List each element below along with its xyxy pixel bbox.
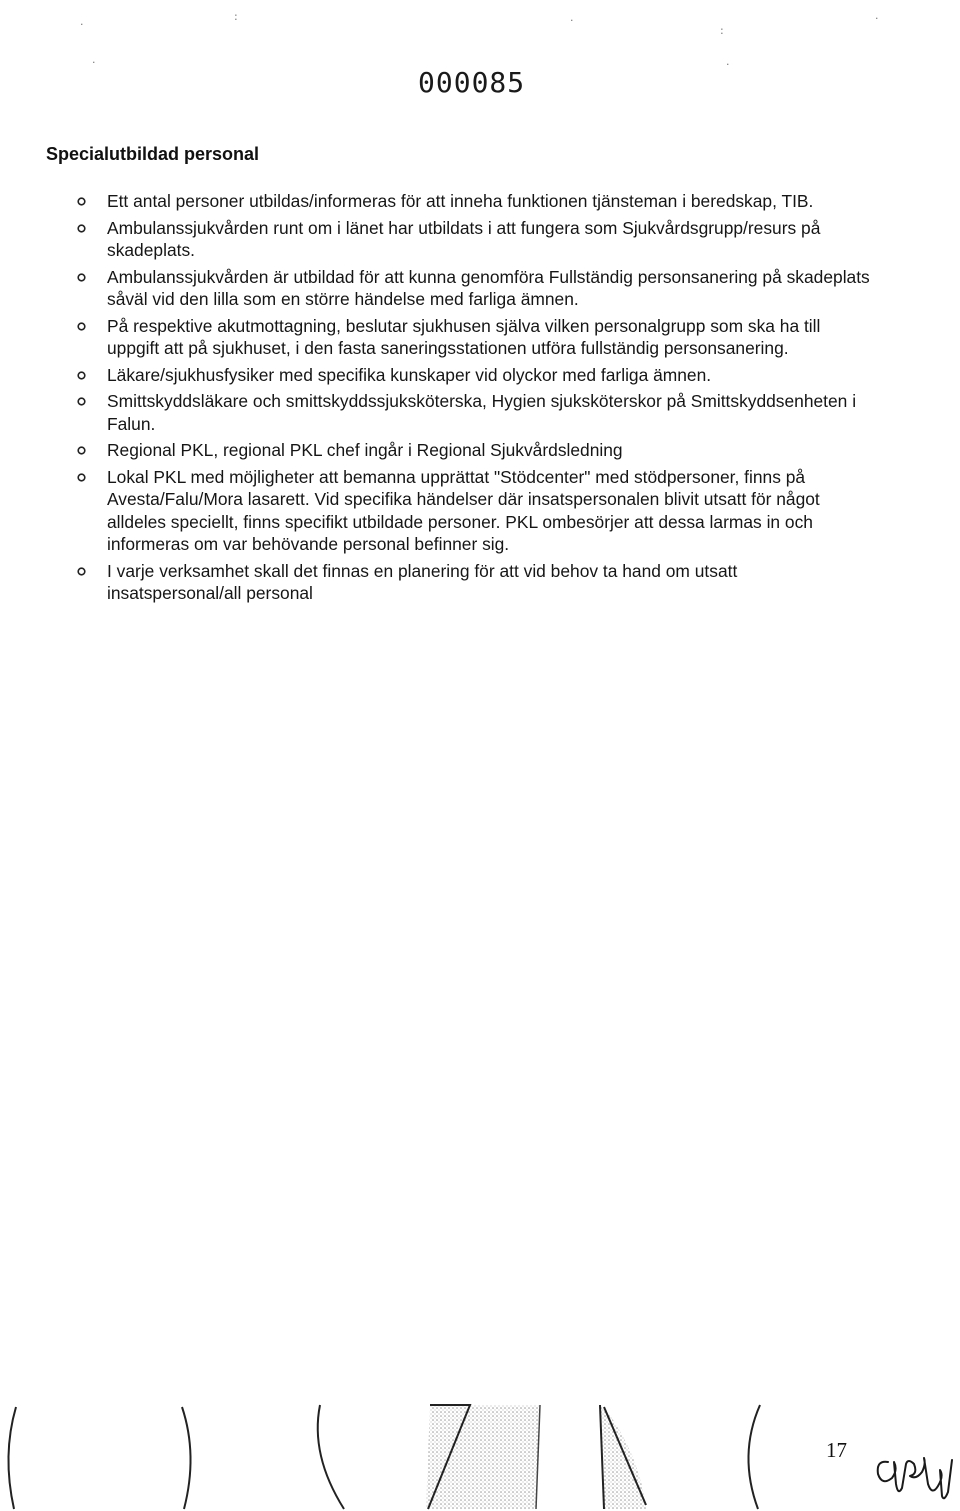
list-item-text: I varje verksamhet skall det finnas en planering för att vid behov ta hand om utsatt insatspersonal/all personal: [107, 560, 738, 603]
list-item: [0, 390, 960, 435]
list-item: [0, 560, 960, 605]
list-item: [0, 190, 960, 213]
list-item: [0, 466, 960, 556]
list-item-text: Ett antal personer utbildas/informeras för att inneha funktionen tjänsteman i beredskap, TIB.: [107, 191, 814, 211]
bullet-list: [0, 190, 960, 609]
list-item-text: Läkare/sjukhusfysiker med specifika kunskaper vid olyckor med farliga ämnen.: [107, 364, 712, 385]
list-item: [0, 439, 960, 462]
scan-speck: :: [720, 24, 724, 37]
scan-speck: ·: [726, 58, 730, 71]
circle-bullet-icon: [77, 197, 86, 206]
circle-bullet-icon: [77, 322, 86, 331]
circle-bullet-icon: [77, 473, 86, 482]
list-item: [0, 266, 960, 311]
list-item: [0, 315, 960, 360]
scan-speck: ·: [875, 12, 879, 25]
list-item-text: Smittskyddsläkare och smittskyddssjuksköterska, Hygien sjuksköterskor på Smittskyddsenheten i Falun.: [107, 391, 857, 434]
left-paren-mark-2: [748, 1405, 760, 1509]
circle-bullet-icon: [77, 567, 86, 576]
left-paren-mark: [8, 1407, 16, 1509]
list-item-text: På respektive akutmottagning, beslutar sjukhusen själva vilken personalgrupp som ska ha till uppgift att på sjukhuset, i den fasta saneringsstationen utföra fullständig personsanering.: [107, 315, 821, 358]
scan-edge-marks: [0, 1395, 960, 1511]
circle-bullet-icon: [77, 273, 86, 282]
section-heading: Specialutbildad personal: [46, 144, 260, 164]
slash-mark: [318, 1405, 344, 1509]
page-number: 17: [826, 1438, 847, 1462]
circle-bullet-icon: [77, 446, 86, 455]
shaded-block-mark: [426, 1405, 540, 1509]
list-item-text: Lokal PKL med möjligheter att bemanna upprättat "Stödcenter" med stödpersoner, finns på Avesta/Falu/Mora lasarett. Vid specifika händelser där insatspersonalen blivit utsatt för något alldeles speciellt, finns specifikt utbildade personer. PKL ombesörjer att dessa larmas in och informeras om var behövande personal befinner sig.: [107, 466, 820, 554]
shaded-wedge-mark: [600, 1407, 646, 1509]
document-number: 000085: [418, 66, 526, 99]
list-item: [0, 217, 960, 262]
circle-bullet-icon: [77, 397, 86, 406]
list-item: [0, 364, 960, 387]
circle-bullet-icon: [77, 224, 86, 233]
handwritten-signature: [872, 1440, 957, 1502]
list-item-text: Regional PKL, regional PKL chef ingår i Regional Sjukvårdsledning: [107, 440, 623, 460]
right-paren-mark: [182, 1407, 191, 1509]
list-item-text: Ambulanssjukvården är utbildad för att kunna genomföra Fullständig personsanering på skadeplats såväl vid den lilla som en större händelse med farliga ämnen.: [107, 266, 870, 309]
circle-bullet-icon: [77, 371, 86, 380]
list-item-text: Ambulanssjukvården runt om i länet har utbildats i att fungera som Sjukvårdsgrupp/resurs på skadeplats.: [107, 217, 821, 260]
scan-speck: :: [234, 10, 238, 23]
scan-speck: ·: [570, 14, 574, 27]
scan-speck: ·: [80, 18, 84, 31]
scan-speck: ·: [92, 56, 96, 69]
